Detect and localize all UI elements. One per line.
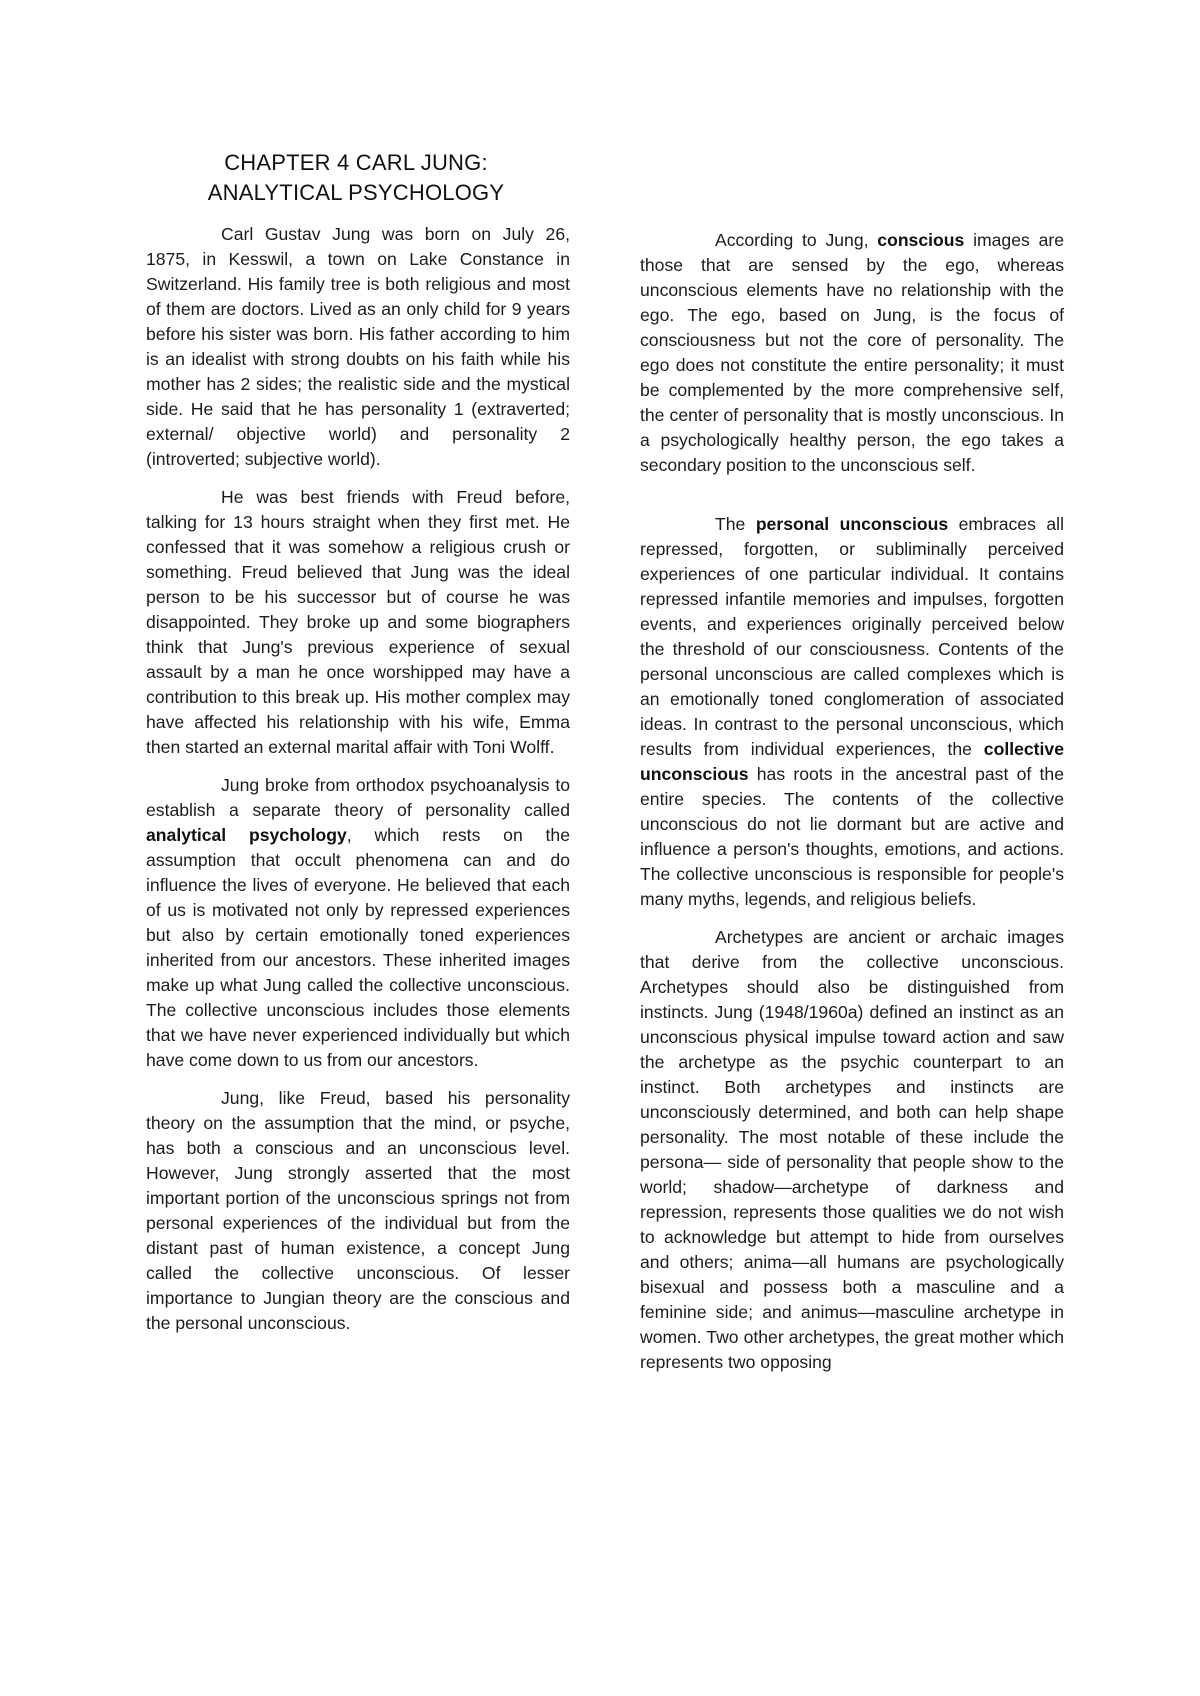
paragraph-text: embraces all repressed, forgotten, or subliminally perceived experiences of one particular individual. It contains repressed infantile memories and impulses, forgotten events, and experiences originally perceived below the threshold of our consciousness. Contents of the personal unconscious are called complexes which is an emotionally toned conglomeration of associated ideas. In contrast to the personal unconscious, which results from individual experiences, the [640, 514, 1064, 759]
paragraph-text: Carl Gustav Jung was born on July 26, 1875, in Kesswil, a town on Lake Constance in Switzerland. His family tree is both religious and most of them are doctors. Lived as an only child for 9 years before his sister was born. His father according to him is an idealist with strong doubts on his faith while his mother has 2 sides; the realistic side and the mystical side. He said that he has personality 1 (extraverted; external/ objective world) and personality 2 (introverted; subjective world). [146, 224, 570, 469]
paragraph-text: He was best friends with Freud before, talking for 13 hours straight when they first met. He confessed that it was somehow a religious crush or something. Freud believed that Jung was the ideal person to be his successor but of course he was disappointed. They broke up and some biographers think that Jung's previous experience of sexual assault by a man he once worshipped may have a contribution to this break up. His mother complex may have affected his relationship with his wife, Emma then started an external marital affair with Toni Wolff. [146, 487, 570, 757]
paragraph-text: According to Jung, [715, 230, 878, 250]
paragraph-personal-unconscious [640, 512, 1064, 912]
bold-term-conscious: conscious [877, 230, 965, 250]
paragraph-text: Jung broke from orthodox psychoanalysis to establish a separate theory of personality called [146, 775, 570, 820]
paragraph-text: The [715, 514, 756, 534]
paragraph-text: has roots in the ancestral past of the entire species. The contents of the collective unconscious do not lie dormant but are active and influence a person's thoughts, emotions, and actions. The collective unconscious is responsible for people's many myths, legends, and religious beliefs. [640, 764, 1064, 909]
paragraph-analytical-psychology [146, 773, 570, 1073]
chapter-title-line-1: CHAPTER 4 CARL JUNG: [224, 150, 488, 175]
paragraph-levels-of-psyche [146, 1086, 570, 1336]
paragraph-conscious [640, 228, 1064, 478]
left-column [146, 222, 570, 1349]
chapter-title [146, 148, 566, 208]
paragraph-archetypes [640, 925, 1064, 1375]
bold-term-personal-unconscious: personal unconscious [755, 514, 949, 534]
chapter-title-line-2: ANALYTICAL PSYCHOLOGY [207, 180, 505, 205]
right-column [640, 228, 1064, 1388]
paragraph-text: , which rests on the assumption that occult phenomena can and do influence the lives of everyone. He believed that each of us is motivated not only by repressed experiences but also by certain emotionally toned experiences inherited from our ancestors. These inherited images make up what Jung called the collective unconscious. The collective unconscious includes those elements that we have never experienced individually but which have come down to us from our ancestors. [146, 825, 570, 1070]
bold-term-collective-unconscious: collective unconscious [640, 739, 1064, 784]
bold-term-analytical-psychology: analytical psychology [146, 825, 347, 845]
paragraph-text: Archetypes are ancient or archaic images that derive from the collective unconscious. Archetypes should also be distinguished from instincts. Jung (1948/1960a) defined an instinct as an unconscious physical impulse toward action and saw the archetype as the psychic counterpart to an instinct. Both archetypes and instincts are unconsciously determined, and both can help shape personality. The most notable of these include the persona— side of personality that people show to the world; shadow—archetype of darkness and repression, represents those qualities we do not wish to acknowledge but attempt to hide from ourselves and others; anima—all humans are psychologically bisexual and possess both a masculine and a feminine side; and animus—masculine archetype in women. Two other archetypes, the great mother which represents two opposing [640, 927, 1064, 1372]
paragraph-text: images are those that are sensed by the ego, whereas unconscious elements have no relationship with the ego. The ego, based on Jung, is the focus of consciousness but not the core of personality. The ego does not constitute the entire personality; it must be complemented by the more comprehensive self, the center of personality that is mostly unconscious. In a psychologically healthy person, the ego takes a secondary position to the unconscious self. [640, 230, 1064, 475]
paragraph-jung-biography [146, 222, 570, 472]
paragraph-freud-friendship [146, 485, 570, 760]
paragraph-text: Jung, like Freud, based his personality theory on the assumption that the mind, or psyche, has both a conscious and an unconscious level. However, Jung strongly asserted that the most important portion of the unconscious springs not from personal experiences of the individual but from the distant past of human existence, a concept Jung called the collective unconscious. Of lesser importance to Jungian theory are the conscious and the personal unconscious. [146, 1088, 570, 1333]
